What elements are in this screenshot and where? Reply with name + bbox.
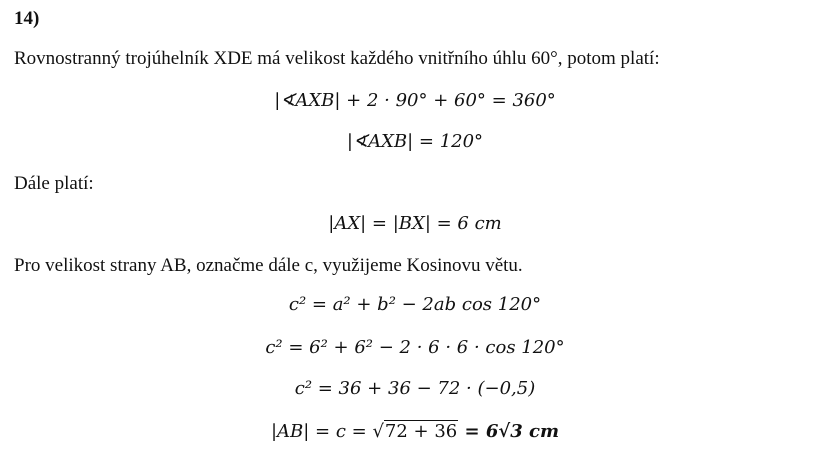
cosine-law-paragraph: Pro velikost strany AB, označme dále c, využijeme Kosinovu větu. [14,255,523,276]
equation-sides-text: |AX| = |BX| = 6 cm [328,213,502,234]
further-paragraph: Dále platí: [14,173,94,194]
equation-angle-sum-text: |∢AXB| + 2 · 90° + 60° = 360° [274,90,556,111]
equation-arithmetic-text: c² = 36 + 36 − 72 · (−0,5) [294,378,536,399]
equation-final-result [0,420,830,444]
equation-cosine-law-text: c² = a² + b² − 2ab cos 120° [288,294,542,315]
equation-substitution [0,336,830,360]
problem-number: 14) [14,8,40,29]
equation-sides [0,212,830,236]
equation-angle-result-text: |∢AXB| = 120° [346,131,484,152]
equation-angle-result [0,130,830,154]
equation-arithmetic [0,377,830,401]
equation-final-prefix: |AB| = c = [270,421,373,442]
equation-angle-sum [0,89,830,113]
equation-final-value: = 6√3 cm [458,421,560,442]
sqrt-radicand: 72 + 36 [384,421,458,442]
equation-cosine-law [0,293,830,317]
sqrt-sign: √ [372,421,384,442]
equation-substitution-text: c² = 6² + 6² − 2 · 6 · 6 · cos 120° [265,337,565,358]
intro-paragraph: Rovnostranný trojúhelník XDE má velikost každého vnitřního úhlu 60°, potom platí: [14,48,660,69]
